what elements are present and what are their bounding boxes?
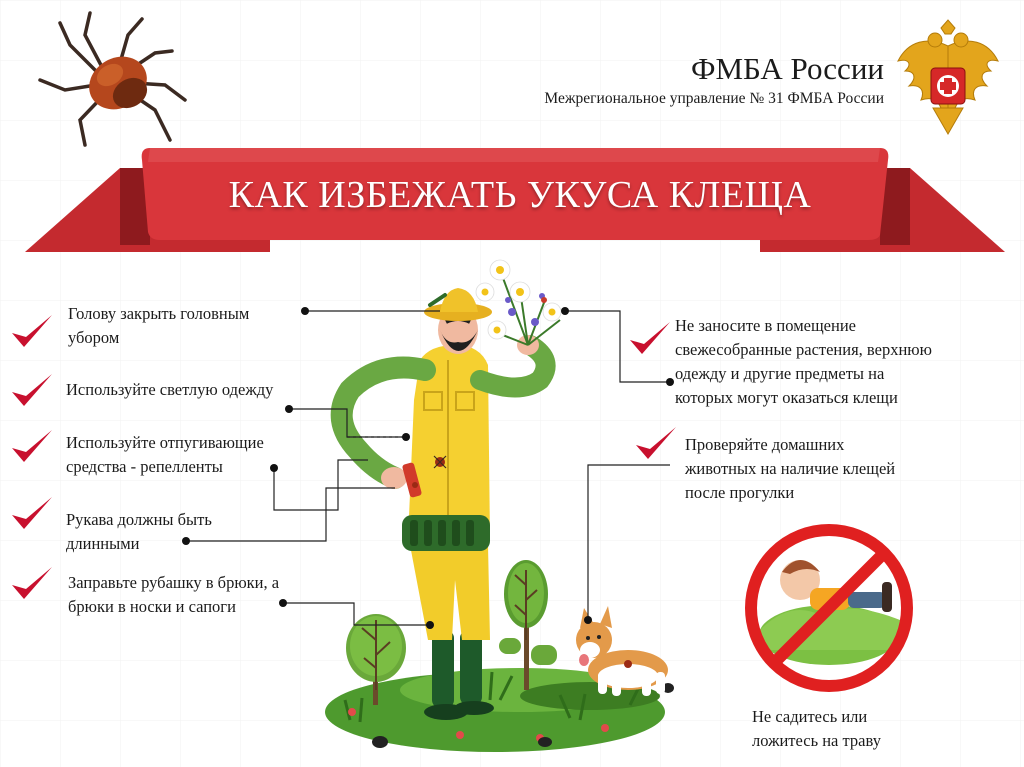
tip-light-clothes: Используйте светлую одежду	[66, 380, 274, 399]
tip-tuck-in: Заправьте рубашку в брюки, а брюки в носки и сапоги	[68, 573, 280, 616]
tip-long-sleeves: Рукава должны быть длинными	[66, 510, 212, 553]
org-name: ФМБА России	[690, 51, 884, 86]
tip-check-pets: Проверяйте домашних животных на наличие клещей после прогулки	[685, 435, 896, 502]
checkmark-icon	[628, 320, 672, 358]
fmba-emblem-icon	[893, 16, 1003, 138]
tip-headwear: Голову закрыть головным убором	[68, 304, 250, 347]
checkmark-icon	[10, 565, 54, 603]
org-subtitle: Межрегиональное управление № 31 ФМБА России	[544, 90, 884, 107]
checkmark-icon	[10, 495, 54, 533]
tip-plants-indoors: Не заносите в помещение свежесобранные растения, верхнюю одежду и другие предметы на которых могут оказаться клещи	[675, 316, 932, 407]
flower-bouquet	[476, 260, 561, 345]
prohibition-caption: Не садитесь или ложитесь на траву	[752, 707, 881, 750]
banner-title: КАК ИЗБЕЖАТЬ УКУСА КЛЕЩА	[228, 174, 812, 216]
checkmark-icon	[10, 313, 54, 351]
checkmark-icon	[10, 372, 54, 410]
checkmark-icon	[634, 425, 678, 463]
prohibition-sign-icon	[751, 530, 907, 686]
tip-repellent: Используйте отпугивающие средства - репелленты	[66, 433, 264, 476]
checkmark-icon	[10, 428, 54, 466]
